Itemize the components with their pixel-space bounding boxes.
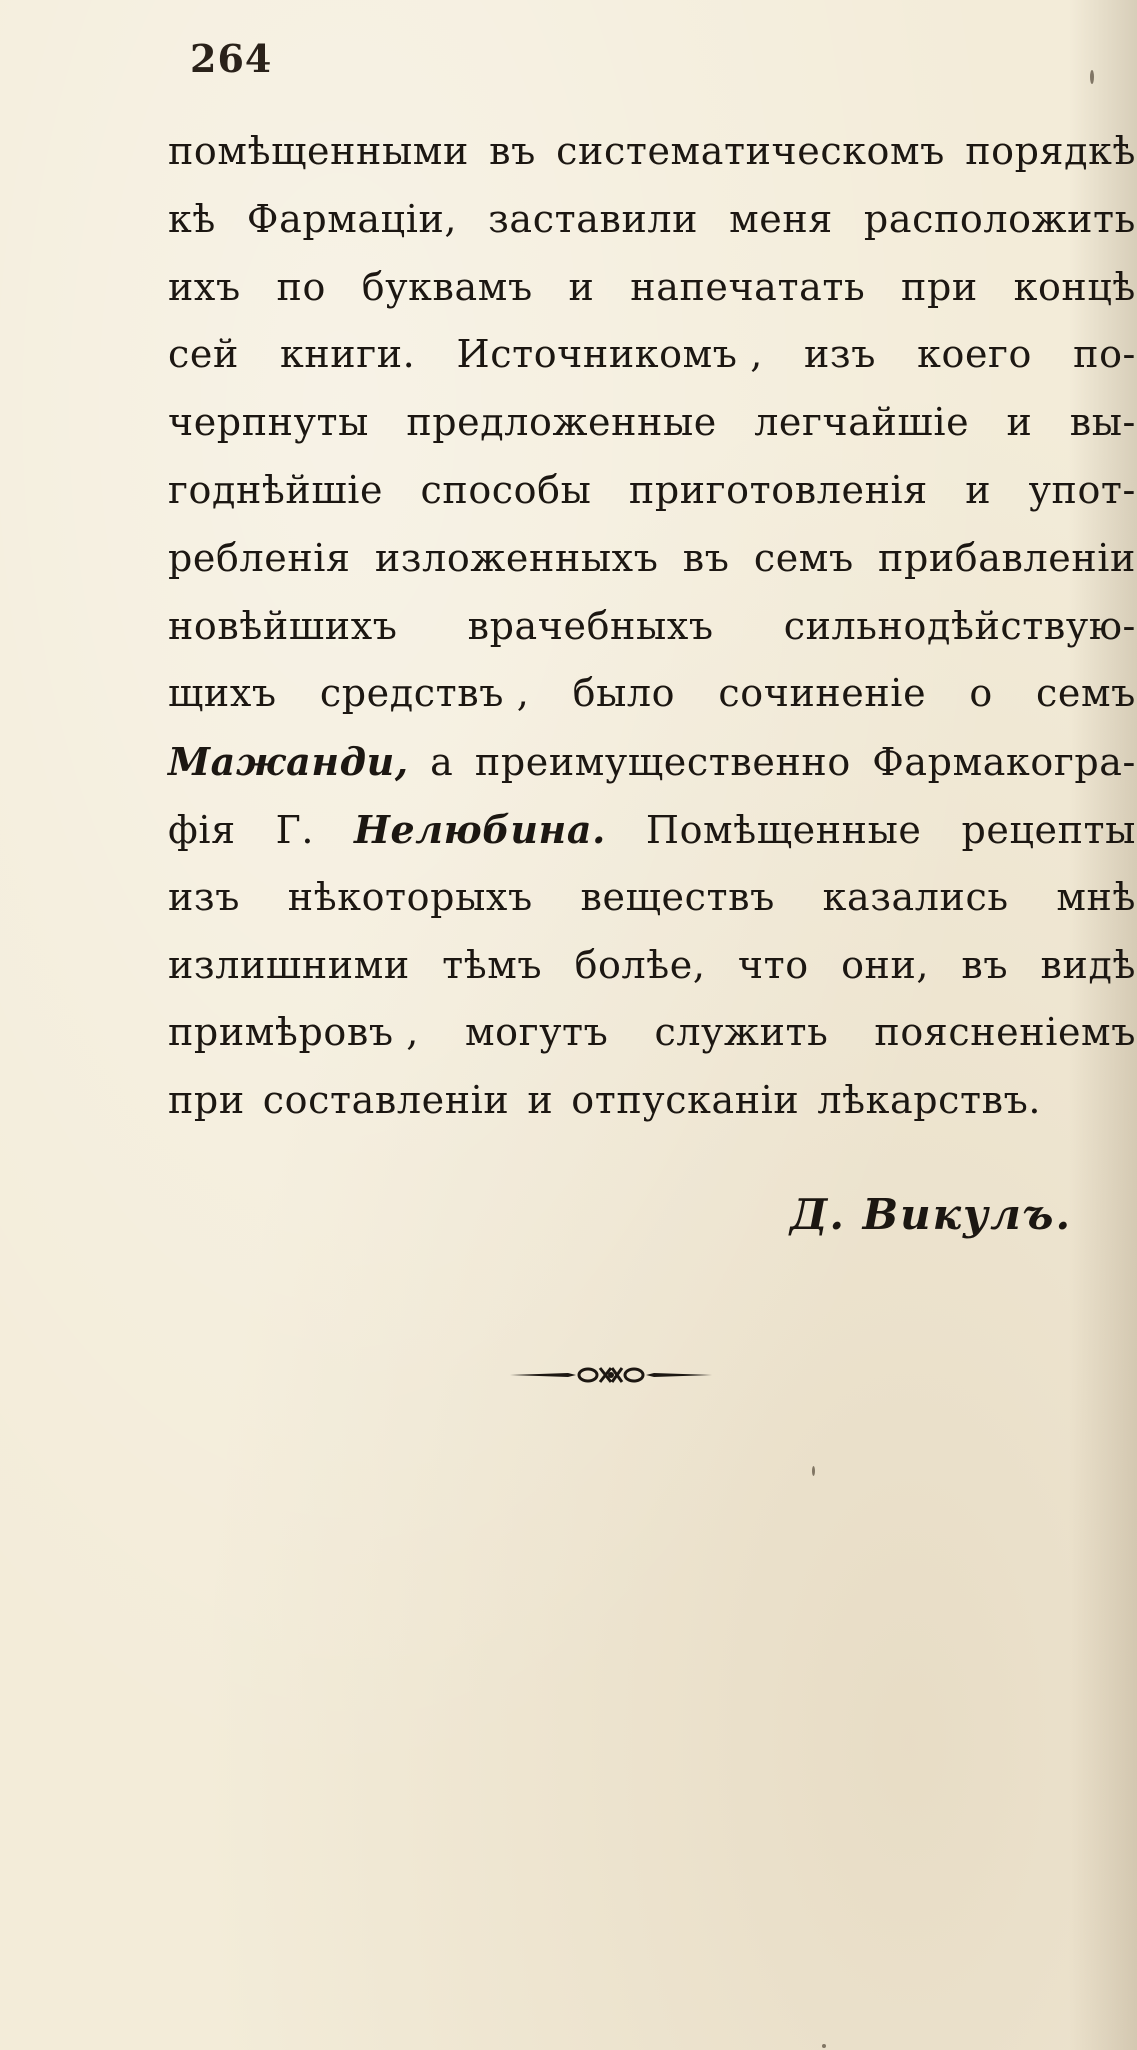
text-word: семъ [753,535,854,580]
text-word: кѣ [168,196,216,241]
text-word: изложенныхъ [374,535,659,580]
text-word: и [568,264,595,309]
text-word: щихъ [168,671,277,716]
paper-speck [1090,70,1094,84]
text-word: упот- [1028,467,1136,512]
text-word: заставили [488,196,699,241]
ornament-divider-icon [508,1360,714,1390]
text-word: Источникомъ , [456,332,763,377]
text-line [168,728,1136,796]
text-word: годнѣйшіе [168,467,384,512]
text-word: Фармакогра- [872,740,1136,785]
text-line [168,389,1136,457]
text-word: книги. [280,332,416,377]
text-word: болѣе, [574,942,706,987]
text-word: что [737,942,809,987]
text-word: черпнуты [168,400,370,445]
text-word: и [527,1078,554,1123]
text-word: способы [420,467,592,512]
text-word: въ [489,129,536,173]
author-signature: Д. Викулъ. [790,1190,1073,1239]
text-line [168,864,1136,932]
text-word: о [969,671,993,716]
text-word: прибавленіи [878,535,1136,580]
text-line [168,525,1136,593]
text-word: Помѣщенные [645,807,922,852]
text-word: рецепты [961,807,1136,852]
text-word: было [572,671,676,716]
text-word: по [276,264,326,309]
text-word: нѣкоторыхъ [287,874,533,919]
text-line [168,118,1136,186]
text-word: составленіи [262,1078,510,1123]
text-word: сильнодѣйствую- [783,603,1136,648]
text-word: семъ [1036,671,1136,716]
text-word: по- [1073,332,1136,377]
page-number: 264 [190,36,273,81]
text-word: тѣмъ [442,942,543,987]
text-word: Фармаціи, [246,196,458,241]
text-word: при [901,264,978,309]
text-word: расположить [863,196,1136,241]
text-word: ребленія [168,535,351,580]
text-word: ихъ [168,264,241,309]
text-word: видѣ [1040,942,1136,987]
text-word: примѣровъ , [168,1010,419,1055]
text-word: средствъ , [319,671,530,716]
text-word: Нелюбина. [353,806,606,852]
text-word: а [430,740,454,785]
text-line [168,932,1136,1000]
text-line [168,1067,1136,1135]
text-word: отпусканіи [571,1078,800,1123]
text-word: Мажанди, [168,739,409,785]
text-word: концѣ [1013,264,1136,309]
text-word: въ [682,535,730,580]
text-word: напечатать [630,264,866,309]
body-text [168,118,1136,1135]
text-word: меня [729,196,833,241]
text-line [168,796,1136,864]
text-word: коего [917,332,1033,377]
text-word: мнѣ [1056,874,1136,919]
text-word: сей [168,332,239,377]
text-word: веществъ [580,874,775,919]
text-word: порядкѣ [965,129,1136,173]
text-word: лѣкарствъ. [817,1078,1042,1123]
text-word: и [1006,400,1033,445]
paper-speck [812,1466,815,1476]
text-word: изъ [168,874,241,919]
text-word: изъ [803,332,877,377]
text-word: они, [841,942,930,987]
text-line [168,999,1136,1067]
text-word: буквамъ [361,264,533,309]
text-word: поясненіемъ [874,1010,1136,1055]
text-word: Г. [275,807,315,852]
text-word: въ [961,942,1009,987]
text-word: предложенные [406,400,717,445]
text-word: помѣщенными [168,129,469,173]
text-word: могутъ [464,1010,609,1055]
text-word: казались [822,874,1009,919]
text-word: фія [168,807,236,852]
text-word: новѣйшихъ [168,603,398,648]
text-word: служить [654,1010,829,1055]
text-line [168,186,1136,254]
text-line [168,660,1136,728]
text-word: вы- [1069,400,1136,445]
paper-speck [822,2044,826,2048]
text-word: и [965,467,992,512]
text-line [168,593,1136,661]
text-line [168,457,1136,525]
text-word: врачебныхъ [467,603,714,648]
text-word: легчайшіе [754,400,970,445]
text-line [168,321,1136,389]
text-line [168,254,1136,322]
text-word: сочиненіе [718,671,927,716]
text-word: систематическомъ [556,129,945,173]
text-word: излишними [168,942,410,987]
text-word: преимущественно [474,740,851,785]
text-word: при [168,1078,245,1123]
text-word: приготовленія [628,467,928,512]
